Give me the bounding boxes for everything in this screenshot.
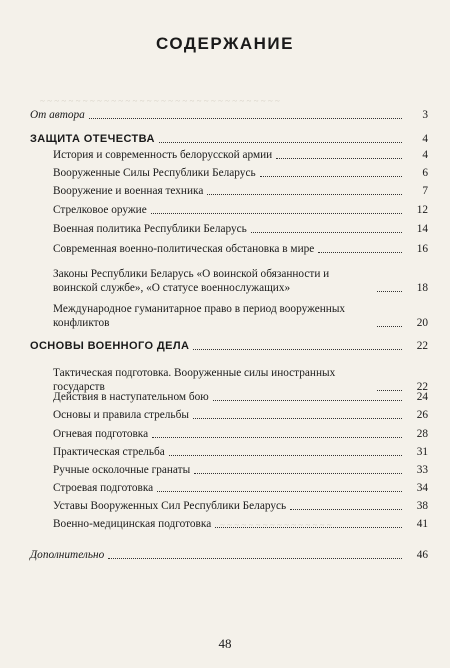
toc-entry: [30, 108, 428, 122]
toc-entry-page: 34: [416, 482, 428, 494]
dot-leader: [151, 213, 402, 214]
toc-entry: [30, 548, 428, 562]
toc-entry-page: 26: [416, 409, 428, 421]
dot-leader: [207, 194, 402, 195]
toc-entry-title: Практическая стрельба: [53, 446, 165, 458]
toc-entry-title: Тактическая подготовка. Вооруженные силы иностранных государств: [53, 367, 336, 393]
toc-entry: [30, 427, 428, 441]
toc-entry-title: История и современность белорусской армии: [53, 149, 273, 161]
toc-entry-title: Современная военно-политическая обстановка в мире: [53, 243, 315, 255]
toc-entry-title: Вооружение и военная техника: [53, 185, 204, 197]
dot-leader: [193, 349, 402, 350]
toc-entry-title: Основы и правила стрельбы: [53, 409, 189, 421]
toc-entry: [30, 408, 428, 422]
dot-leader: [318, 252, 402, 253]
bleed-through-text: ~ ~ ~ ~ ~ ~ ~ ~ ~ ~ ~ ~ ~ ~ ~ ~ ~ ~ ~ ~ ~ ~ ~ ~ ~ ~ ~ ~ ~ ~ ~ ~ ~ ~: [40, 96, 280, 106]
toc-entry: [30, 390, 428, 404]
toc-entry: [30, 499, 428, 513]
toc-entry: [30, 517, 428, 531]
dot-leader: [213, 400, 402, 401]
toc-entry: [30, 481, 428, 495]
toc-entry: [30, 166, 428, 180]
toc-entry: [30, 184, 428, 198]
toc-entry-title: Огневая подготовка: [53, 428, 149, 440]
dot-leader: [152, 437, 402, 438]
toc-entry-page: 24: [416, 391, 428, 403]
toc-entry-title: Международное гуманитарное право в период вооруженных конфликтов: [53, 303, 346, 329]
toc-entry-title: Действия в наступательном бою: [53, 391, 209, 403]
toc-entry-page: 22: [416, 381, 428, 393]
toc-entry-title: Строевая подготовка: [53, 482, 154, 494]
toc-entry-page: 16: [416, 243, 428, 255]
toc-entry-title: Стрелковое оружие: [53, 204, 147, 216]
toc-entry-page: 20: [416, 317, 428, 329]
toc-entry-title: От автора: [30, 109, 85, 121]
toc-entry-page: 3: [422, 109, 428, 121]
toc-entry-page: 38: [416, 500, 428, 512]
bleed-through-text: ~ ~ ~ ~ ~ ~ ~ ~ ~ ~ ~ ~ ~ ~ ~ ~: [220, 520, 332, 530]
toc-entry-page: 22: [416, 340, 428, 352]
toc-entry-title: Ручные осколочные гранаты: [53, 464, 191, 476]
toc-entry-page: 4: [422, 133, 428, 145]
toc-entry-page: 28: [416, 428, 428, 440]
toc-entry-title: Уставы Вооруженных Сил Республики Беларусь: [53, 500, 287, 512]
toc-entry: [30, 339, 428, 353]
dot-leader: [89, 118, 402, 119]
dot-leader: [377, 326, 402, 327]
toc-entry-title: ЗАЩИТА ОТЕЧЕСТВА: [30, 133, 155, 145]
page-title: СОДЕРЖАНИЕ: [156, 34, 294, 53]
toc-entry-page: 33: [416, 464, 428, 476]
dot-leader: [108, 558, 402, 559]
toc-entry-page: 6: [422, 167, 428, 179]
dot-leader: [169, 455, 402, 456]
toc-entry: [30, 242, 428, 256]
toc-entry: [30, 148, 428, 162]
page-number: 48: [218, 636, 232, 651]
dot-leader: [215, 527, 402, 528]
toc-entry: [30, 132, 428, 146]
toc-entry-page: 41: [416, 518, 428, 530]
toc-entry-title: ОСНОВЫ ВОЕННОГО ДЕЛА: [30, 340, 190, 352]
toc-entry: [30, 445, 428, 459]
toc-entry-title: Военная политика Республики Беларусь: [53, 223, 247, 235]
toc-entry: [30, 203, 428, 217]
dot-leader: [260, 176, 402, 177]
toc-entry-page: 46: [416, 549, 428, 561]
dot-leader: [290, 509, 402, 510]
toc-entry: [30, 302, 428, 330]
toc-entry-page: 4: [422, 149, 428, 161]
toc-entry-page: 7: [422, 185, 428, 197]
toc-entry: [30, 463, 428, 477]
dot-leader: [377, 291, 402, 292]
toc-entry-title: Военно-медицинская подготовка: [53, 518, 212, 530]
dot-leader: [159, 142, 402, 143]
dot-leader: [276, 158, 402, 159]
toc-entry-page: 18: [416, 282, 428, 294]
dot-leader: [194, 473, 402, 474]
toc-entry-title: Законы Республики Беларусь «О воинской обязанности и воинской службе», «О статусе военнослужащих»: [53, 268, 330, 294]
toc-entry: [30, 267, 428, 295]
dot-leader: [251, 232, 402, 233]
toc-entry-title: Дополнительно: [30, 549, 105, 561]
toc-entry: [30, 222, 428, 236]
toc-entry-page: 12: [416, 204, 428, 216]
dot-leader: [157, 491, 402, 492]
toc-entry-title: Вооруженные Силы Республики Беларусь: [53, 167, 256, 179]
dot-leader: [193, 418, 402, 419]
toc-entry-page: 14: [416, 223, 428, 235]
toc-entry-page: 31: [416, 446, 428, 458]
